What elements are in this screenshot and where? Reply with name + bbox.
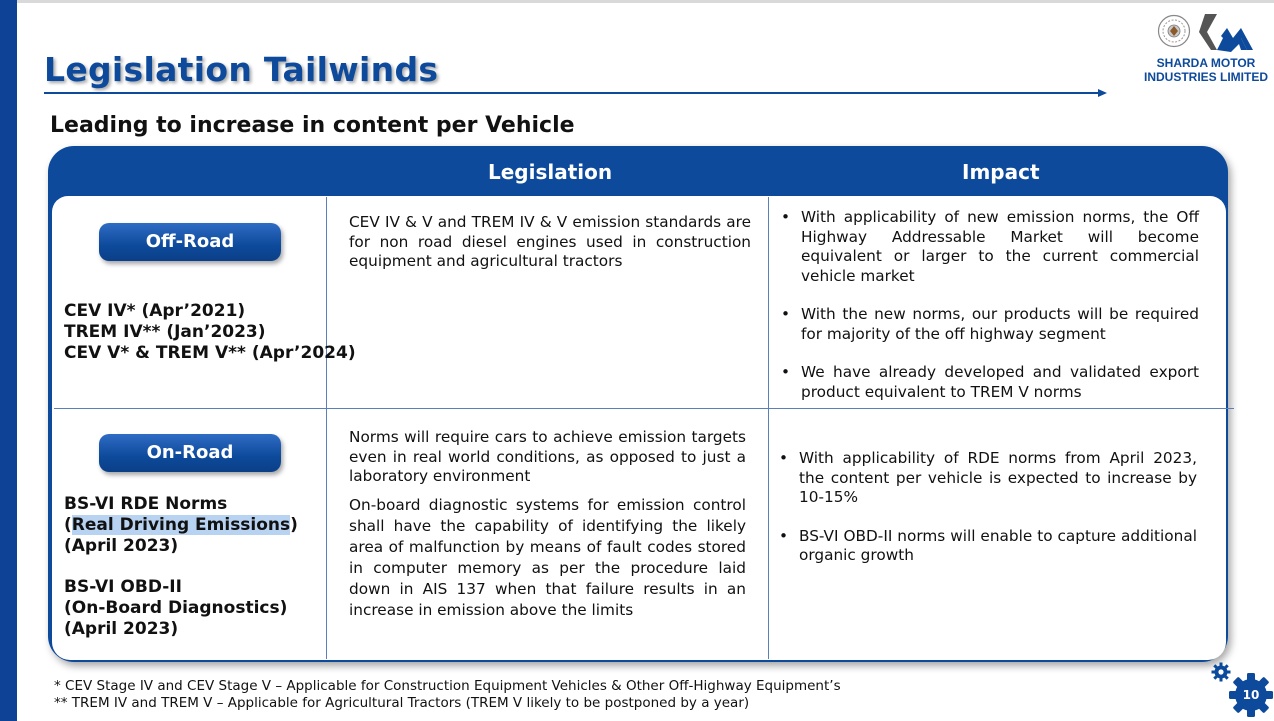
impact-bullet: • With the new norms, our products will be required for majority of the off highway segment <box>779 305 1199 344</box>
header-legislation: Legislation <box>488 160 613 184</box>
company-name <box>1140 56 1272 84</box>
on-road-impact <box>777 449 1197 566</box>
company-name-line1: SHARDA MOTOR <box>1156 56 1256 70</box>
norm-item-date: (April 2023) <box>64 536 179 556</box>
row-divider <box>54 408 1234 409</box>
footnote-cev: * CEV Stage IV and CEV Stage V – Applicable for Construction Equipment Vehicles & Other Off-Highway Equipment’s <box>54 678 841 694</box>
off-road-norms <box>64 301 356 364</box>
on-road-rde-norms <box>64 494 298 557</box>
norm-item-expansion <box>64 515 298 536</box>
on-road-obd-norms <box>64 577 287 640</box>
norm-item-date: (April 2023) <box>64 619 179 639</box>
on-road-legislation <box>349 428 746 621</box>
emblem-icon <box>1157 14 1191 48</box>
title-underline <box>44 92 1100 94</box>
top-border <box>17 0 1274 3</box>
column-divider <box>326 197 327 659</box>
sharda-mark-icon <box>1195 12 1255 52</box>
on-road-badge: On-Road <box>99 434 281 472</box>
norm-item: CEV V* & TREM V** (Apr’2024) <box>64 343 356 363</box>
norm-item: CEV IV* (Apr’2021) <box>64 301 246 321</box>
off-road-impact <box>779 208 1199 402</box>
company-logo <box>1140 10 1272 86</box>
impact-bullet: • With applicability of new emission norms, the Off Highway Addressable Market will become equivalent or larger to the current commercial vehicle market <box>779 208 1199 286</box>
paren-close: ) <box>290 515 298 535</box>
footnote-trem: ** TREM IV and TREM V – Applicable for Agricultural Tractors (TREM V likely to be postponed by a year) <box>54 695 750 711</box>
column-divider <box>768 197 769 659</box>
norm-item: (On-Board Diagnostics) <box>64 598 288 618</box>
norm-item: TREM IV** (Jan’2023) <box>64 322 266 342</box>
legislation-text: CEV IV & V and TREM IV & V emission standards are for non road diesel engines used in construction equipment and agricultural tractors <box>349 213 751 270</box>
page-number: 10 <box>1242 688 1260 702</box>
header-impact: Impact <box>962 160 1040 184</box>
company-name-line2: INDUSTRIES LIMITED <box>1143 70 1268 84</box>
legislation-text: Norms will require cars to achieve emission targets even in real world conditions, as opposed to just a laboratory environment <box>349 428 746 485</box>
norm-item: BS-VI OBD-II <box>64 577 182 597</box>
impact-bullet: • We have already developed and validated export product equivalent to TREM V norms <box>779 363 1199 402</box>
off-road-badge: Off-Road <box>99 223 281 261</box>
legislation-text: On-board diagnostic systems for emission control shall have the capability of identifying the likely area of malfunction by means of fault codes stored in computer memory as per the procedure laid down in AIS 137 when that failure results in an increase in emission above the limits <box>349 495 746 619</box>
left-accent-bar <box>0 0 17 721</box>
off-road-legislation <box>349 213 751 272</box>
paren-open: ( <box>64 515 72 535</box>
norm-item: BS-VI RDE Norms <box>64 494 228 514</box>
arrow-head-icon <box>1098 89 1107 97</box>
highlighted-text: Real Driving Emissions <box>71 515 291 535</box>
impact-bullet: • BS-VI OBD-II norms will enable to capture additional organic growth <box>777 527 1197 566</box>
page-title: Legislation Tailwinds <box>44 50 439 89</box>
page-subtitle: Leading to increase in content per Vehicle <box>50 113 575 138</box>
impact-bullet: • With applicability of RDE norms from April 2023, the content per vehicle is expected to increase by 10-15% <box>777 449 1197 508</box>
